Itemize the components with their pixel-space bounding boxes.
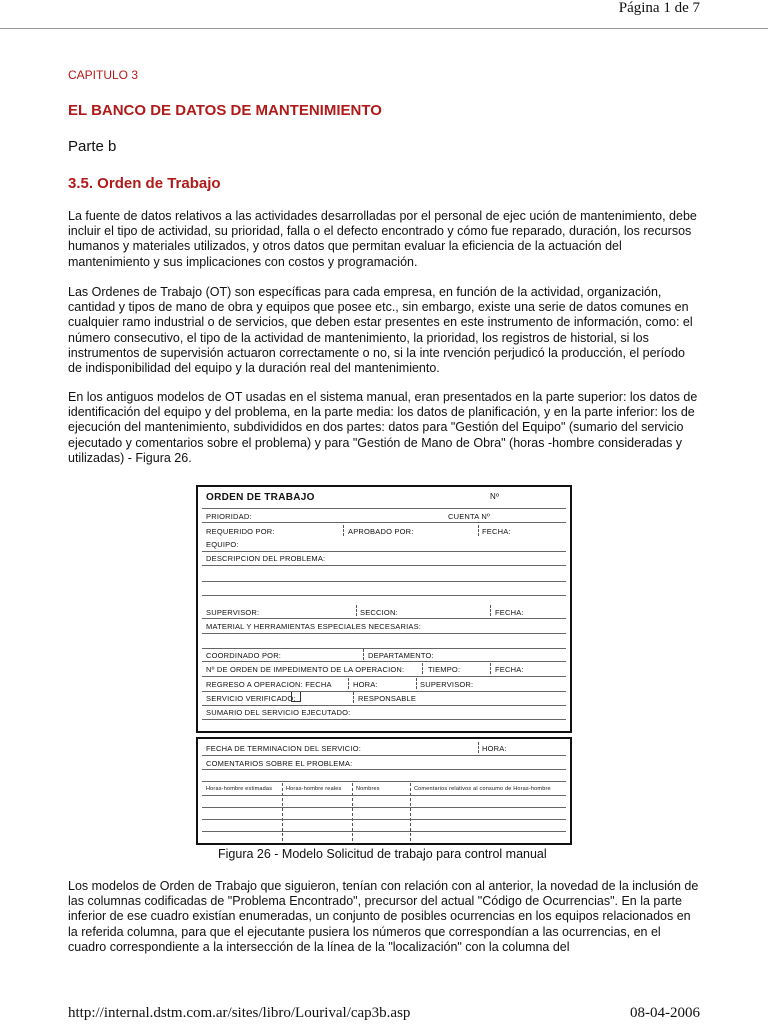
footer-url: http://internal.dstm.com.ar/sites/libro/Lourival/cap3b.asp <box>68 1005 411 1021</box>
paragraph: La fuente de datos relativos a las actividades desarrolladas por el personal de ejec ución de mantenimiento, debe incluir el tipo de actividad, su prioridad, falla o el defecto encontrado y cómo fue reparado, duración, los recursos humanos y materiales utilizados, y otros datos que permitan evaluar la eficiencia de la actuación del mantenimiento y sus implicaciones con costos y programación. <box>68 209 697 269</box>
hora-label: HORA: <box>353 680 378 689</box>
equipo-label: EQUIPO: <box>206 540 239 549</box>
section-title: 3.5. Orden de Trabajo <box>68 175 221 192</box>
column-header: Nombres <box>356 786 380 792</box>
header-divider <box>0 28 768 29</box>
fecha-label: FECHA: <box>495 665 524 674</box>
column-header: Horas-hombre estimadas <box>206 786 273 792</box>
supervisor-label: SUPERVISOR: <box>420 680 474 689</box>
page-number: Página 1 de 7 <box>618 0 700 16</box>
regreso-label: REGRESO A OPERACION: FECHA <box>206 680 332 689</box>
fecha-terminacion-label: FECHA DE TERMINACION DEL SERVICIO: <box>206 744 362 753</box>
figure-caption: Figura 26 - Modelo Solicitud de trabajo para control manual <box>218 847 547 861</box>
material-label: MATERIAL Y HERRAMIENTAS ESPECIALES NECESARIAS: <box>206 622 422 631</box>
part-label: Parte b <box>68 138 117 155</box>
fecha-label: FECHA: <box>482 527 511 536</box>
verificado-checkbox <box>291 692 301 702</box>
servicio-verificado-label: SERVICIO VERIFICADO: <box>206 694 296 703</box>
fecha-label: FECHA: <box>495 608 524 617</box>
sumario-label: SUMARIO DEL SERVICIO EJECUTADO: <box>206 708 351 717</box>
requerido-label: REQUERIDO POR: <box>206 527 275 536</box>
work-order-form <box>196 485 572 733</box>
page-title: EL BANCO DE DATOS DE MANTENIMIENTO <box>68 102 382 119</box>
aprobado-label: APROBADO POR: <box>348 527 414 536</box>
coordinado-label: COORDINADO POR: <box>206 651 282 660</box>
descripcion-label: DESCRIPCION DEL PROBLEMA: <box>206 554 326 563</box>
departamento-label: DEPARTAMENTO: <box>368 651 434 660</box>
column-header: Horas-hombre reales <box>286 786 342 792</box>
tiempo-label: TIEMPO: <box>428 665 461 674</box>
seccion-label: SECCION: <box>360 608 398 617</box>
cuenta-label: CUENTA Nº <box>448 512 490 521</box>
column-header: Comentarios relativos al consumo de Horas-hombre <box>414 786 551 792</box>
supervisor-label: SUPERVISOR: <box>206 608 260 617</box>
form-number-label: Nº <box>490 492 500 501</box>
chapter-label: CAPITULO 3 <box>68 68 139 82</box>
prioridad-label: PRIORIDAD: <box>206 512 252 521</box>
form-title: ORDEN DE TRABAJO <box>206 492 315 503</box>
work-order-form-execution <box>196 737 572 845</box>
responsable-label: RESPONSABLE <box>358 694 417 703</box>
comentarios-label: COMENTARIOS SOBRE EL PROBLEMA: <box>206 759 353 768</box>
orden-impedimento-label: Nº DE ORDEN DE IMPEDIMENTO DE LA OPERACION: <box>206 665 405 674</box>
paragraph: Las Ordenes de Trabajo (OT) son específicas para cada empresa, en función de la actividad, organización, cantidad y tipos de mano de obra y equipos que posee etc., sin embargo, existe una serie de datos comunes en cualquier ramo industrial o de servicios, que deben estar presentes en este instrumento de información, como: el número consecutivo, el tipo de la actividad de mantenimiento, la prioridad, los registros de historial, si los instrumentos de supervisión actuaron correctamente o no, si la inte rvención perjudicó la producción, el período de indisponibilidad del equipo y la duración real del mantenimiento. <box>68 285 693 376</box>
paragraph: Los modelos de Orden de Trabajo que siguieron, tenían con relación con al anterior, la novedad de la inclusión de las columnas codificadas de "Problema Encontrado", precursor del actual "Código de Ocurrencias". En la parte inferior de ese cuadro existían enumeradas, un conjunto de posibles ocurrencias en los equipos relacionados en la referida columna, para que el ejecutante pusiera los números que correspondían a las ocurrencias, en el cuadro correspondiente a la intersección de la línea de la "localización" con la columna del <box>68 879 699 954</box>
footer-date: 08-04-2006 <box>630 1005 700 1021</box>
hora-label: HORA: <box>482 744 507 753</box>
paragraph: En los antiguos modelos de OT usadas en el sistema manual, eran presentados en la parte superior: los datos de identificación del equipo y del problema, en la parte media: los datos de planificación, y en la parte inferior: los de ejecución del mantenimiento, subdivididos en dos partes: datos para "Gestión del Equipo" (sumario del servicio ejecutado y comentarios sobre el problema) y para "Gestión de Mano de Obra" (horas -hombre consideradas y utilizadas) - Figura 26. <box>68 390 698 465</box>
